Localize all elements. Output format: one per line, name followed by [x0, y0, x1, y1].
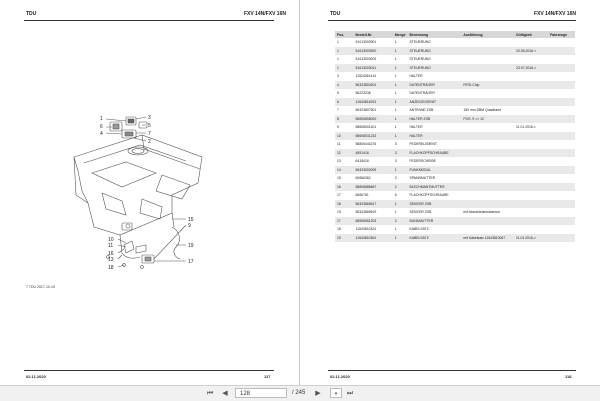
- cell-order-number: 11543810364: [354, 234, 393, 243]
- cell-vehicles: [548, 183, 575, 192]
- header-rule: [24, 20, 274, 21]
- cell-description: FEDERELEMENT: [409, 142, 437, 147]
- cell-validity: [514, 149, 548, 158]
- cell-pos: 7: [337, 108, 339, 113]
- callout-16: 16: [108, 251, 114, 257]
- cell-validity: [514, 89, 548, 98]
- cell-version: [461, 140, 514, 149]
- cell-version: [461, 217, 514, 226]
- cell-quantity: 1: [394, 91, 397, 96]
- cell-vehicles: [548, 166, 575, 175]
- cell-pos: 13: [337, 159, 341, 164]
- table-row: [335, 149, 575, 158]
- cell-vehicles: [548, 55, 575, 64]
- table-row: [335, 55, 575, 64]
- cell-pos: 18: [335, 200, 354, 209]
- table-row: [335, 166, 575, 175]
- exploded-parts-diagram: [22, 95, 212, 280]
- col-header-vehicles: Fahrzeuge: [548, 31, 575, 38]
- table-row: [335, 89, 575, 98]
- last-page-icon[interactable]: ⏭: [346, 390, 354, 397]
- callout-18: 18: [108, 265, 114, 271]
- cell-quantity: 3: [393, 149, 408, 158]
- callout-7: 7: [148, 131, 151, 137]
- footer-rule: [328, 370, 576, 371]
- cell-order-number: 56323804201: [354, 81, 393, 90]
- page-model: FXV 14N/FXV 16N: [244, 11, 286, 17]
- cell-description: ANTENNE ZSB: [409, 108, 434, 113]
- col-header-description: Benennung: [407, 31, 461, 38]
- cell-pos: 18: [337, 227, 341, 232]
- callout-11: 11: [108, 243, 114, 249]
- cell-description: SENSOR ZSB: [407, 200, 461, 209]
- cell-vehicles: [548, 132, 575, 141]
- cell-description: HALTER: [409, 74, 423, 79]
- table-row: [335, 38, 575, 47]
- cell-vehicles: [548, 64, 575, 73]
- cell-version: [461, 55, 514, 64]
- cell-vehicles: [548, 200, 575, 209]
- cell-quantity: 1: [394, 125, 397, 130]
- cell-pos: 5: [337, 91, 339, 96]
- cell-validity: [514, 200, 548, 209]
- cell-pos: 16: [335, 183, 354, 192]
- cell-pos: 8: [335, 115, 354, 124]
- cell-version: [461, 183, 514, 192]
- cell-validity: [514, 72, 548, 81]
- callout-15: 15: [188, 217, 194, 223]
- page-brand: TDU: [330, 11, 341, 17]
- cell-vehicles: [548, 123, 575, 132]
- table-row: [335, 81, 575, 90]
- cell-validity: [514, 140, 548, 149]
- first-page-icon[interactable]: ⏮: [206, 390, 214, 397]
- cell-order-number: 6666781: [355, 193, 369, 198]
- cell-description: FUNKMODUL: [407, 166, 461, 175]
- viewer-toolbar: [0, 385, 600, 401]
- cell-pos: 17: [335, 217, 354, 226]
- cell-vehicles: [548, 140, 575, 149]
- previous-page-icon[interactable]: ◀: [222, 390, 228, 397]
- cell-vehicles: [548, 81, 575, 90]
- cell-vehicles: [548, 217, 575, 226]
- cell-version: [461, 89, 514, 98]
- cell-quantity: 1: [394, 74, 397, 79]
- cell-version: [461, 132, 514, 141]
- cell-description: KABELSATZ: [409, 227, 429, 232]
- cell-validity: [514, 98, 548, 107]
- cell-pos: 17: [337, 193, 341, 198]
- cell-order-number: 6419416: [355, 159, 369, 164]
- left-page: [0, 0, 300, 385]
- cell-pos: 1: [337, 40, 339, 45]
- cell-quantity: 1: [394, 227, 397, 232]
- callout-1: 1: [100, 116, 103, 122]
- cell-order-number: 11543810324: [355, 227, 377, 232]
- col-header-order-number: Bestell-Nr.: [354, 31, 393, 38]
- cell-order-number: 56223236: [355, 91, 371, 96]
- table-row: [335, 217, 575, 226]
- cell-order-number: 58608031232: [354, 132, 393, 141]
- cell-vehicles: [548, 98, 575, 107]
- table-row: [335, 200, 575, 209]
- cell-version: [461, 200, 514, 209]
- cell-quantity: 1: [393, 166, 408, 175]
- cell-quantity: 1: [393, 200, 408, 209]
- cell-description: FLACHKOPFSCHRAUBE: [407, 149, 461, 158]
- callout-2: 2: [148, 139, 151, 145]
- cell-version: [461, 225, 514, 234]
- cell-order-number: 56806808020: [354, 115, 393, 124]
- cell-pos: 19: [335, 234, 354, 243]
- cell-quantity: 1: [394, 57, 397, 62]
- table-header-row: [335, 31, 575, 38]
- cell-vehicles: [548, 72, 575, 81]
- callout-19: 19: [188, 243, 194, 249]
- cell-quantity: 6: [394, 193, 397, 198]
- cell-version: 150 mm DBM Quadband: [463, 108, 501, 113]
- cell-quantity: 1: [394, 210, 397, 215]
- cell-version: [461, 157, 514, 166]
- table-row: [335, 72, 575, 81]
- cell-vehicles: [548, 149, 575, 158]
- cell-pos: 19: [337, 210, 341, 215]
- cell-version: [461, 72, 514, 81]
- cell-vehicles: [548, 115, 575, 124]
- page-date: 02.11.2020: [330, 374, 350, 379]
- cell-version: RFID-Chip: [461, 81, 514, 90]
- cell-version: [461, 98, 514, 107]
- cell-description: BLECHMANTMUTTER: [407, 183, 461, 192]
- cell-version: [461, 47, 514, 56]
- cell-quantity: 1: [393, 115, 408, 124]
- cell-description: BUNDMUTTER: [407, 217, 461, 226]
- table-row: [335, 174, 575, 183]
- cell-pos: 1: [335, 47, 354, 56]
- page-number: 117: [264, 374, 271, 379]
- cell-quantity: 1: [394, 40, 397, 45]
- cell-version: [461, 149, 514, 158]
- callout-4: 4: [100, 131, 103, 137]
- next-page-icon[interactable]: ▶: [315, 390, 321, 397]
- cell-description: FEDERSCHEIBE: [409, 159, 436, 164]
- cell-description: STEUERUNG: [407, 64, 461, 73]
- cell-pos: 11: [337, 142, 341, 147]
- table-row: [335, 132, 575, 141]
- callout-13: 13: [108, 257, 114, 263]
- table-row: [335, 140, 575, 149]
- cell-description: STEUERUNG: [407, 47, 461, 56]
- callout-6: 6: [100, 124, 103, 130]
- cell-order-number: 51013003901: [355, 40, 377, 45]
- cell-version: [461, 123, 514, 132]
- cell-description: FLACHKOPFSCHRAUBE: [409, 193, 449, 198]
- cell-vehicles: [548, 191, 575, 200]
- table-row: [335, 183, 575, 192]
- cell-description: SPANNMUTTER: [409, 176, 436, 181]
- cell-description: DATENTRÄGER: [409, 91, 435, 96]
- cell-validity: [514, 225, 548, 234]
- cell-validity: [514, 115, 548, 124]
- table-row: [335, 64, 575, 73]
- table-row: [335, 47, 575, 56]
- cell-vehicles: [548, 208, 575, 217]
- col-header-quantity: Menge: [394, 32, 406, 37]
- cell-version: [461, 191, 514, 200]
- cell-version: mit Absoluteisendsensor: [463, 210, 501, 215]
- zoom-dropdown[interactable]: ▾: [330, 388, 342, 398]
- cell-pos: 6: [335, 98, 354, 107]
- cell-pos: 4: [335, 81, 354, 90]
- cell-quantity: 1: [394, 108, 397, 113]
- page-number: 118: [565, 374, 572, 379]
- cell-validity: [514, 217, 548, 226]
- cell-vehicles: [548, 89, 575, 98]
- cell-description: HALTER: [407, 132, 461, 141]
- cell-pos: 9: [337, 125, 339, 130]
- cell-order-number: 56323807501: [355, 108, 377, 113]
- cell-vehicles: [548, 234, 575, 243]
- cell-quantity: 1: [393, 98, 408, 107]
- page-date: 02.11.2020: [26, 374, 46, 379]
- cell-description: HALTER ZSB: [407, 115, 461, 124]
- cell-order-number: 51613003011: [354, 64, 393, 73]
- cell-validity: [514, 157, 548, 166]
- cell-quantity: 3: [394, 142, 397, 147]
- cell-order-number: 51613003920: [354, 47, 393, 56]
- cell-quantity: 3: [394, 159, 397, 164]
- cell-order-number: 4691416: [354, 149, 393, 158]
- table-row: [335, 123, 575, 132]
- cell-validity: [514, 191, 548, 200]
- callout-3: 3: [148, 115, 151, 121]
- cell-order-number: 68506551203: [354, 217, 393, 226]
- cell-quantity: 2: [393, 217, 408, 226]
- callout-5: 5: [148, 123, 151, 129]
- col-header-version: Ausführung: [461, 31, 514, 38]
- table-row: [335, 98, 575, 107]
- cell-version: [461, 38, 514, 47]
- table-row: [335, 157, 575, 166]
- cell-order-number: 58806444276: [355, 142, 377, 147]
- cell-vehicles: [548, 157, 575, 166]
- cell-validity: [514, 208, 548, 217]
- cell-pos: 1: [335, 64, 354, 73]
- footer-rule: [24, 370, 274, 371]
- page-brand: TDU: [26, 11, 37, 17]
- cell-version: [461, 166, 514, 175]
- callout-10: 10: [108, 237, 114, 243]
- cell-order-number: 56323002009: [354, 166, 393, 175]
- table-row: [335, 106, 575, 115]
- cell-description: KABELSATZ: [407, 234, 461, 243]
- cell-quantity: 2: [393, 183, 408, 192]
- cell-quantity: 1: [393, 64, 408, 73]
- cell-quantity: 1: [393, 132, 408, 141]
- cell-validity: [514, 132, 548, 141]
- cell-order-number: 11524361414: [355, 74, 377, 79]
- cell-pos: 1: [337, 57, 339, 62]
- cell-validity: [514, 166, 548, 175]
- table-row: [335, 115, 575, 124]
- page-model: FXV 14N/FXV 16N: [534, 11, 576, 17]
- cell-quantity: 1: [393, 81, 408, 90]
- cell-validity: [514, 38, 548, 47]
- cell-vehicles: [548, 225, 575, 234]
- cell-vehicles: [548, 106, 575, 115]
- cell-order-number: 56323865619: [355, 210, 377, 215]
- cell-description: STEUERUNG: [409, 57, 431, 62]
- cell-description: SENSOR ZSB: [409, 210, 432, 215]
- cell-description: ANZEIGEGERÄT: [407, 98, 461, 107]
- cell-order-number: 11543814003: [354, 98, 393, 107]
- cell-order-number: 51613003003: [355, 57, 377, 62]
- col-header-pos: Pos.: [335, 31, 354, 38]
- parts-table: [335, 31, 575, 242]
- cell-pos: 12: [335, 149, 354, 158]
- cell-pos: 10: [335, 132, 354, 141]
- table-row: [335, 191, 575, 200]
- cell-validity: [514, 183, 548, 192]
- cell-order-number: 60866362: [355, 176, 371, 181]
- cell-quantity: 1: [393, 47, 408, 56]
- cell-description: HALTER: [409, 125, 423, 130]
- cell-order-number: 56323865617: [354, 200, 393, 209]
- header-rule: [328, 20, 576, 21]
- table-row: [335, 208, 575, 217]
- cell-validity: 11.01.2016->: [514, 234, 548, 243]
- page-number-input[interactable]: 128: [235, 388, 287, 398]
- cell-pos: 3: [337, 74, 339, 79]
- cell-order-number: 58608001401: [355, 125, 377, 130]
- cell-validity: [514, 55, 548, 64]
- cell-validity: [514, 106, 548, 115]
- col-header-validity: Gültigkeit: [514, 31, 548, 38]
- cell-version: mit Kabelsatz 11543810067: [461, 234, 514, 243]
- cell-validity: [514, 81, 548, 90]
- cell-vehicles: [548, 38, 575, 47]
- page-total: / 245: [292, 390, 306, 396]
- cell-vehicles: [548, 47, 575, 56]
- callout-17: 17: [188, 259, 194, 265]
- cell-vehicles: [548, 174, 575, 183]
- cell-pos: 15: [337, 176, 341, 181]
- table-row: [335, 234, 575, 243]
- cell-version: [461, 174, 514, 183]
- cell-validity: [514, 174, 548, 183]
- cell-quantity: 1: [393, 234, 408, 243]
- cell-version: POS. 9 => 12: [461, 115, 514, 124]
- cell-validity: 11.01.2016->: [516, 125, 536, 130]
- cell-description: DATENTRÄGER: [407, 81, 461, 90]
- table-row: [335, 225, 575, 234]
- cell-version: [461, 64, 514, 73]
- cell-quantity: 2: [394, 176, 397, 181]
- cell-validity: 20.05.2016->: [514, 47, 548, 56]
- cell-description: STEUERUNG: [409, 40, 431, 45]
- callout-9: 9: [188, 223, 191, 229]
- cell-pos: 14: [335, 166, 354, 175]
- cell-order-number: 58806886667: [354, 183, 393, 192]
- cell-validity: 23.07.2016->: [514, 64, 548, 73]
- diagram-reference: 7 TDU 2017-10-19: [26, 285, 55, 289]
